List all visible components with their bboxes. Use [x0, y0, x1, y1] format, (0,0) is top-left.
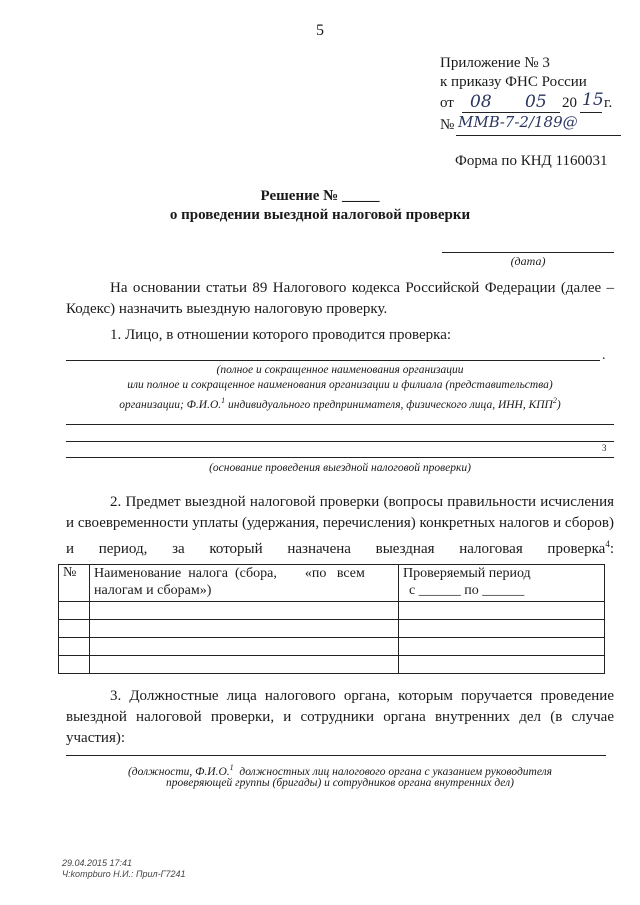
section2-paragraph: 2. Предмет выездной налоговой проверки (вопросы правильности исчисления и своевременности уплаты (удержания, перечисления) конкретных налогов и сборов) и период, за который назначена выездная налоговая проверка$^4$: [66, 494, 614, 557]
print-stamp-path: Ч:kompburo Н.И.: Прил-Г7241 [62, 869, 186, 879]
section3-caption-2: проверяющей группы (бригады) и сотрудников органа внутренних дел) [166, 777, 514, 789]
date-day: 08 [470, 92, 492, 112]
order-number: ММВ-7-2/189@ [458, 113, 578, 131]
year-suffix: 15 [582, 90, 604, 110]
col-period-header: Проверяемый период с ______ по ______ [399, 565, 605, 602]
footnote-mark-3: 3 [602, 443, 607, 453]
section3-caption-1: (должности, Ф.И.О.$^1$ должностных лиц налогового органа с указанием руководителя [127, 763, 553, 778]
annex-number-line [440, 113, 625, 139]
basis-caption: (основание проведения выездной налоговой проверки) [209, 462, 471, 474]
tax-table [58, 564, 605, 674]
year-prefix: 20 [562, 95, 577, 111]
year-unit: г. [604, 95, 613, 111]
date-month: 05 [525, 92, 547, 112]
decision-subtitle: о проведении выездной налоговой проверки [169, 207, 471, 223]
form-code: Форма по КНД 1160031 [455, 153, 608, 169]
date-caption: (дата) [510, 254, 546, 268]
table-row [59, 602, 605, 620]
decision-title: Решение № _____ [260, 188, 380, 204]
number-prefix: № [440, 117, 455, 133]
date-prefix: от [440, 95, 454, 111]
annex-line-2: к приказу ФНС России [440, 74, 587, 90]
section1-caption-2: или полное и сокращенное наименования организации и филиала (представительства) [127, 379, 553, 391]
col-number-header: № [59, 565, 90, 602]
annex-line-1: Приложение № 3 [440, 55, 550, 71]
intro-paragraph: На основании статьи 89 Налогового кодекса Российской Федерации (далее – Кодекс) назначить выездную налоговую проверку. [66, 280, 614, 317]
section3-paragraph: 3. Должностные лица налогового органа, которым поручается проведение выездной налоговой проверки, и сотрудники органа внутренних дел (в случае участия): [66, 688, 614, 746]
print-stamp-date: 29.04.2015 17:41 [62, 858, 133, 868]
annex-date-line [440, 90, 625, 115]
table-header-row [59, 565, 605, 602]
section1-heading: 1. Лицо, в отношении которого проводится проверка: [110, 327, 452, 343]
section1-caption-1: (полное и сокращенное наименования организации [216, 364, 464, 376]
table-row [59, 638, 605, 656]
page-number: 5 [316, 22, 324, 39]
table-row [59, 656, 605, 674]
section1-caption-3: организации; Ф.И.О.$^1$ индивидуального предпринимателя, физического лица, ИНН, КПП$^2$) [119, 396, 561, 411]
col-tax-header: Наименование налога (сбора, «по всем налогам и сборам») [90, 565, 399, 602]
table-row [59, 620, 605, 638]
